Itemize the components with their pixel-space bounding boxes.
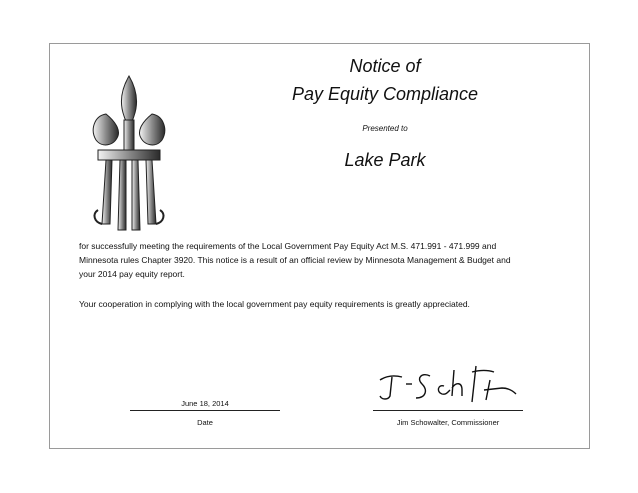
title-line-1: Notice of [349,56,421,76]
presented-to-label: Presented to [362,124,408,133]
fleur-de-lis-icon [84,74,174,234]
recipient-name: Lake Park [344,150,426,170]
signer-label: Jim Schowalter, Commissioner [396,418,500,427]
commissioner-signature-line [373,410,523,411]
date-label: Date [197,418,213,427]
date-value: June 18, 2014 [181,399,229,408]
date-signature-line [130,410,280,411]
compliance-paragraph: for successfully meeting the requirements of the Local Government Pay Equity Act M.S. 471.991 - 471.999 and Minnesota rules Chapter 3920. This notice is a result of an official review by Minnesota Management & Budget and your 2014 pay equity report. [79,241,511,279]
title-line-2: Pay Equity Compliance [291,84,479,104]
signature-image [372,360,524,410]
appreciation-paragraph: Your cooperation in complying with the local government pay equity requirements is greatly appreciated. [79,299,470,309]
